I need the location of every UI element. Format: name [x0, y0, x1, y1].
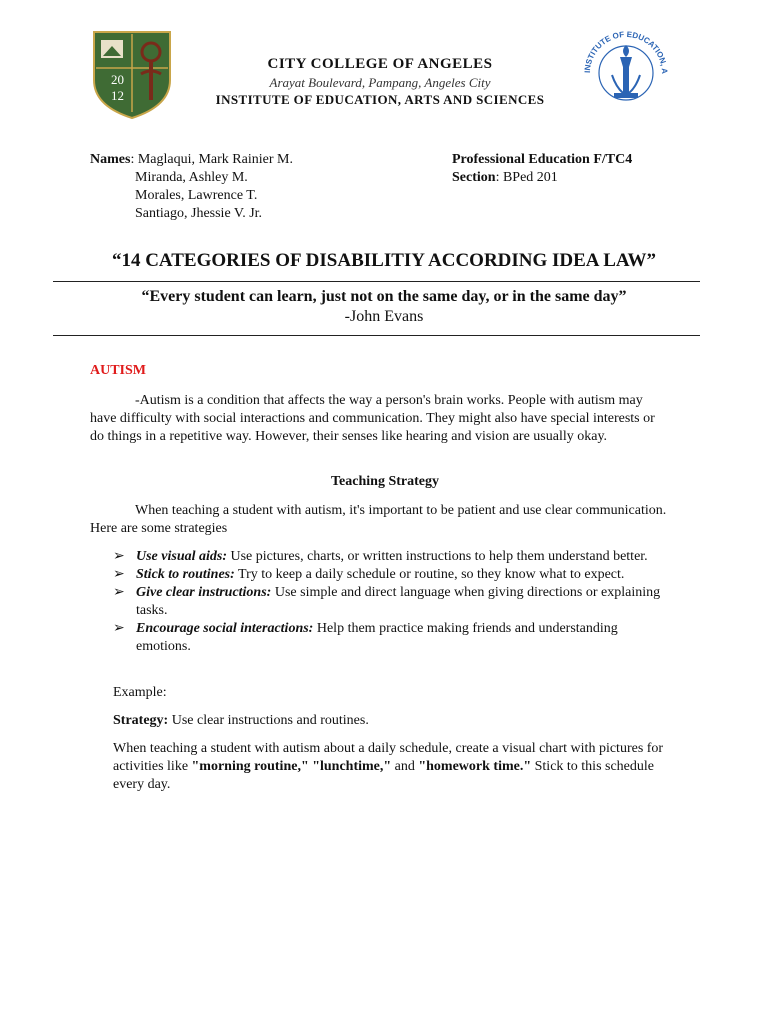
- strategy-term: Give clear instructions:: [136, 585, 272, 600]
- college-shield-logo: [91, 28, 173, 120]
- names-line-1: Names: Maglaqui, Mark Rainier M.: [90, 152, 293, 167]
- strategy-intro-text: When teaching a student with autism, it's important to be patient and use clear communication. Here are some strategies: [90, 503, 667, 536]
- shield-year-bottom: 12: [111, 88, 124, 103]
- letterhead: [180, 56, 580, 108]
- member-name: Maglaqui, Mark Rainier M.: [137, 152, 293, 167]
- member-name: Morales, Lawrence T.: [135, 188, 258, 203]
- section-value: BPed 201: [502, 170, 558, 185]
- example-text: Stick to this schedule every day.: [113, 759, 655, 792]
- member-name: Santiago, Jhessie V. Jr.: [135, 206, 263, 221]
- example-text: and: [391, 759, 419, 774]
- institute-name: INSTITUTE OF EDUCATION, ARTS AND SCIENCES: [215, 92, 545, 107]
- teaching-strategy-heading: Teaching Strategy: [331, 474, 439, 489]
- group-members: [90, 151, 293, 223]
- example-text: When teaching a student with autism about a daily schedule, create a visual chart with pictures for activities like: [113, 741, 664, 774]
- example-paragraph: [113, 740, 678, 794]
- quote-text: “Every student can learn, just not on the same day, or in the same day”: [141, 288, 627, 305]
- strategy-term: Stick to routines:: [136, 567, 235, 582]
- arrow-bullet-icon: ➢: [113, 585, 125, 600]
- strategy-line: [113, 712, 369, 730]
- seal-ring-text: INSTITUTE OF EDUCATION, A: [582, 29, 670, 75]
- strategy-item: [113, 566, 673, 584]
- arrow-bullet-icon: ➢: [113, 621, 125, 636]
- course-info: Professional Education F/TC4 Section: BPed 201: [452, 152, 633, 185]
- strategy-label: Strategy:: [113, 713, 169, 728]
- example-label: Example:: [113, 685, 167, 700]
- strategy-item: [113, 548, 673, 566]
- shield-year-top: 20: [111, 72, 124, 87]
- intro-paragraph: [90, 392, 670, 446]
- section-label: Section: [452, 170, 496, 185]
- strategy-text: Help them practice making friends and understanding emotions.: [136, 621, 618, 654]
- member-name: Miranda, Ashley M.: [135, 170, 248, 185]
- document-title: “14 CATEGORIES OF DISABILITIY ACCORDING IDEA LAW”: [111, 250, 657, 271]
- intro-text: -Autism is a condition that affects the way a person's brain works. People with autism may have difficulty with social interactions and communication. They might also have special interests or do things in a repetitive way. However, their senses like hearing and vision are usually okay.: [90, 393, 655, 444]
- strategy-item: [113, 620, 673, 656]
- activity-lunch: "lunchtime,": [312, 759, 392, 774]
- strategy-text: Use simple and direct language when giving directions or explaining tasks.: [136, 585, 661, 618]
- strategy-intro: [90, 502, 670, 538]
- strategy-list: [113, 548, 673, 656]
- institute-seal-logo: [576, 27, 676, 119]
- college-name: CITY COLLEGE OF ANGELES: [267, 56, 493, 72]
- strategy-text: Use pictures, charts, or written instructions to help them understand better.: [227, 549, 648, 564]
- names-label: Names: [90, 152, 131, 167]
- college-address: Arayat Boulevard, Pampang, Angeles City: [269, 75, 491, 90]
- divider-top: [53, 281, 700, 282]
- activity-homework: "homework time.": [418, 759, 532, 774]
- quote-block: [60, 287, 708, 327]
- strategy-term: Use visual aids:: [136, 549, 227, 564]
- arrow-bullet-icon: ➢: [113, 567, 125, 582]
- activity-morning: "morning routine,": [191, 759, 309, 774]
- arrow-bullet-icon: ➢: [113, 549, 125, 564]
- subject-name: Professional Education F/TC4: [452, 152, 633, 167]
- divider-bottom: [53, 335, 700, 336]
- quote-author: -John Evans: [344, 308, 424, 325]
- section-heading: AUTISM: [90, 363, 147, 378]
- strategy-line-text: Use clear instructions and routines.: [168, 713, 369, 728]
- strategy-term: Encourage social interactions:: [136, 621, 314, 636]
- strategy-item: [113, 584, 673, 620]
- strategy-text: Try to keep a daily schedule or routine, so they know what to expect.: [234, 567, 625, 582]
